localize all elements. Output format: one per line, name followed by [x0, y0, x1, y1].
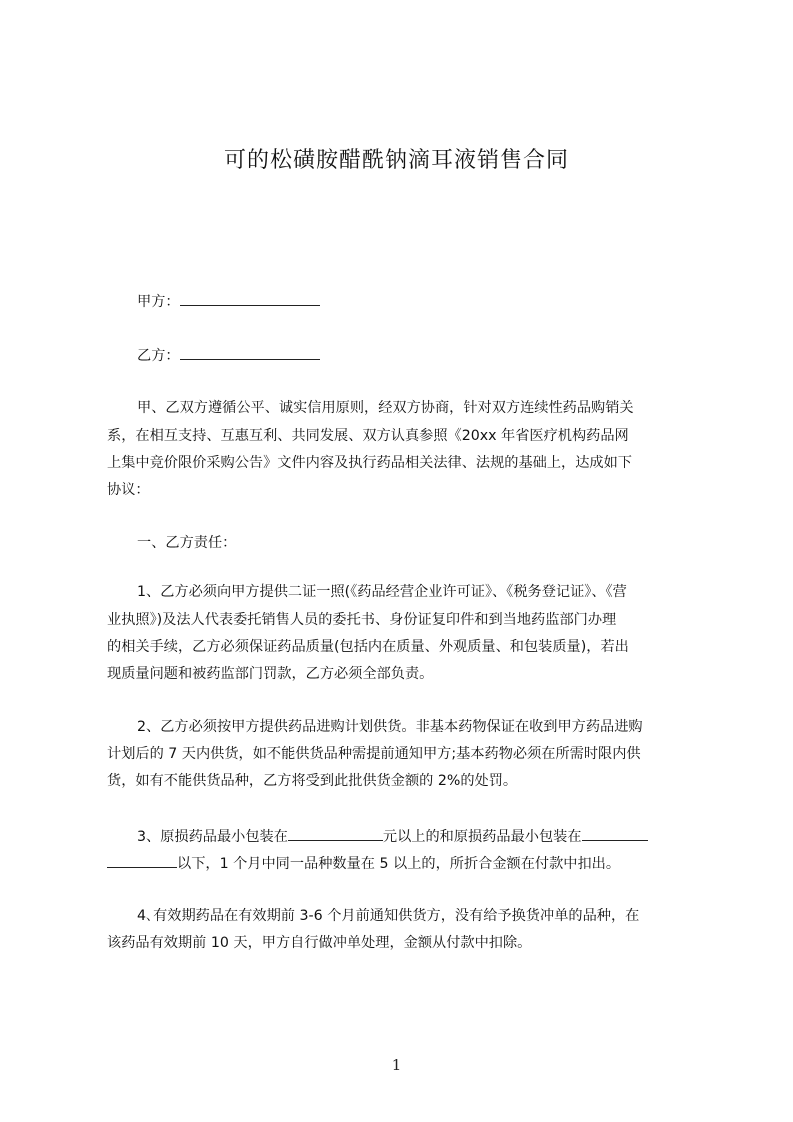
intro-line: 系，在相互支持、互惠互利、共同发展、双方认真参照《20xx 年省医疗机构药品网	[107, 428, 629, 444]
clause-3-line	[107, 853, 620, 874]
clause-1-line: 现质量问题和被药监部门罚款，乙方必须全部负责。	[107, 666, 434, 682]
party-b-line	[137, 345, 320, 366]
clause-2-line: 货，如有不能供货品种，乙方将受到此批供货金额的 2%的处罚。	[107, 773, 518, 789]
intro-line: 协议：	[107, 482, 150, 498]
page-number: 1	[391, 1056, 402, 1074]
clause-4-line: 该药品有效期前 10 天，甲方自行做冲单处理，金额从付款中扣除。	[107, 935, 532, 951]
section-heading: 一、乙方责任：	[137, 535, 237, 551]
intro-line: 甲、乙双方遵循公平、诚实信用原则，经双方协商，针对双方连续性药品购销关	[137, 400, 634, 416]
clause-3-text: 3、原损药品最小包装在	[137, 829, 288, 845]
clause-1-line: 业执照》)及法人代表委托销售人员的委托书、身份证复印件和到当地药监部门办理	[107, 612, 617, 628]
party-a-blank[interactable]	[180, 291, 320, 306]
clause-3-text: 以下，1 个月中同一品种数量在 5 以上的，所折合金额在付款中扣出。	[177, 856, 621, 872]
clause-3-text: 元以上的和原损药品最小包装在	[382, 829, 582, 845]
clause-4-line: 4､有效期药品在有效期前 3-6 个月前通知供货方，没有给予换货冲单的品种，在	[137, 908, 640, 924]
clause-1-line: 的相关手续，乙方必须保证药品质量(包括内在质量、外观质量、和包装质量)，若出	[107, 639, 629, 655]
clause-2-line: 2、乙方必须按甲方提供药品进购计划供货。非基本药物保证在收到甲方药品进购	[137, 719, 643, 735]
intro-line: 上集中竞价限价采购公告》文件内容及执行药品相关法律、法规的基础上，达成如下	[107, 455, 632, 471]
clause-3-amount-blank[interactable]	[288, 826, 383, 841]
contract-title: 可的松磺胺醋酰钠滴耳液销售合同	[223, 148, 569, 173]
clause-3-line	[137, 826, 648, 847]
clause-3-threshold-blank[interactable]	[582, 826, 648, 841]
party-a-label: 甲方：	[137, 294, 180, 310]
clause-2-line: 计划后的 7 天内供货，如不能供货品种需提前通知甲方;基本药物必须在所需时限内供	[107, 746, 641, 762]
party-b-blank[interactable]	[180, 345, 320, 360]
party-a-line	[137, 291, 320, 312]
clause-1-line: 1、乙方必须向甲方提供二证一照(《药品经营企业许可证》、《税务登记证》、《营	[137, 584, 627, 600]
clause-3-threshold-blank-cont[interactable]	[107, 853, 177, 868]
party-b-label: 乙方：	[137, 348, 180, 364]
